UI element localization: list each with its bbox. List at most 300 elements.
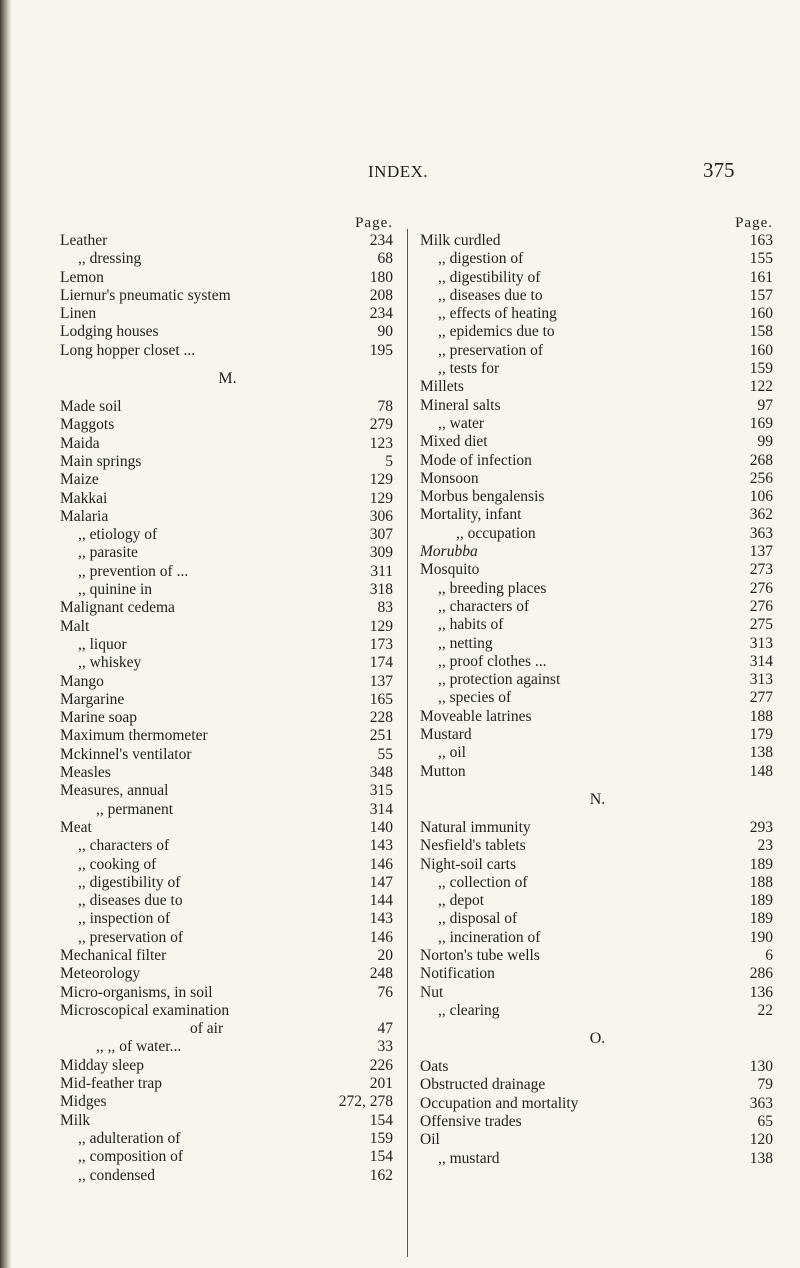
entry-term: Occupation and mortality [420,1094,579,1112]
index-entry [60,305,395,323]
entry-page: 226 [369,1056,393,1074]
entry-term: Maggots [60,416,115,434]
entry-page: 363 [749,524,773,542]
entry-page: 276 [749,579,773,597]
index-entry [60,636,395,654]
entry-page: 162 [369,1166,393,1184]
index-entry [60,654,395,672]
index-entry [420,929,775,947]
entry-page: 129 [369,489,393,507]
entry-term: ,, whiskey [78,654,142,672]
page-header [0,158,800,188]
entry-page: 65 [757,1113,773,1131]
entry-page: 161 [749,268,773,286]
entry-term: ,, liquor [78,635,127,653]
index-entry [420,580,775,598]
entry-page: 79 [757,1076,773,1094]
index-entry [60,1130,395,1148]
entry-term: Microscopical examination [60,1001,230,1019]
entry-page: 90 [377,323,393,341]
entry-page: 251 [369,727,393,745]
index-entry [60,984,395,1002]
entry-term: ,, mustard [438,1149,500,1167]
index-entry [420,1076,775,1094]
entry-term: ,, cooking of [78,855,157,873]
entry-term: Makkai [60,489,108,507]
entry-term: Mango [60,672,104,690]
entry-page: 5 [385,452,393,470]
index-entry [60,563,395,581]
entry-page: 154 [369,1111,393,1129]
entry-term: Maximum thermometer [60,727,208,745]
entry-term: Mode of infection [420,451,532,469]
entry-page: 195 [369,341,393,359]
entry-term: ,, parasite [78,544,138,562]
index-entry [420,671,775,689]
index-entry [420,305,775,323]
entry-term: ,, protection against [438,671,561,689]
index-entry [420,415,775,433]
index-entry [60,837,395,855]
index-entry [420,525,775,543]
entry-term: ,, condensed [78,1166,156,1184]
index-entry [420,910,775,928]
entry-page: 256 [749,469,773,487]
entry-page: 189 [749,855,773,873]
entry-term: Mechanical filter [60,946,167,964]
entry-term: Made soil [60,398,122,416]
entry-page: 138 [749,744,773,762]
entry-term: Morbus bengalensis [420,488,545,506]
index-entry [60,691,395,709]
section-letter: N. [589,790,606,808]
entry-term: ,, incineration of [438,928,541,946]
entry-page: 314 [369,800,393,818]
index-entry [420,984,775,1002]
entry-term: ,, breeding places [438,579,547,597]
entry-term: Midges [60,1093,107,1111]
entry-term: ,, prevention of ... [78,562,189,580]
entry-term: ,, oil [438,744,466,762]
index-entry [60,526,395,544]
index-entry [420,1058,775,1076]
index-entry [60,1002,395,1020]
entry-term: ,, etiology of [78,526,158,544]
entry-term: ,, proof clothes ... [438,652,547,670]
entry-term: Mckinnel's ventilator [60,745,192,763]
entry-term: Long hopper closet ... [60,341,196,359]
index-entry [420,726,775,744]
entry-term: Obstructed drainage [420,1076,546,1094]
entry-term: ,, composition of [78,1148,184,1166]
index-entry [420,598,775,616]
index-entry [60,1038,395,1056]
entry-term: Meat [60,818,92,836]
entry-page: 55 [377,745,393,763]
index-entry [420,708,775,726]
running-title: INDEX. [368,162,429,181]
entry-page: 160 [749,341,773,359]
index-entry [420,837,775,855]
entry-page: 275 [749,616,773,634]
index-entry [60,673,395,691]
entry-term: ,, occupation [456,524,536,542]
entry-page: 234 [369,305,393,323]
index-entry [420,744,775,762]
index-entry [60,323,395,341]
entry-page: 228 [369,709,393,727]
index-entry [420,653,775,671]
index-entry [420,819,775,837]
entry-page: 143 [369,837,393,855]
entry-term: ,, netting [438,634,493,652]
index-entry [60,782,395,800]
entry-term: ,, depot [438,892,485,910]
entry-term: ,, characters of [438,597,530,615]
index-entry [60,1148,395,1166]
index-entry [60,819,395,837]
entry-page: 272, 278 [338,1093,393,1111]
entry-page: 268 [749,451,773,469]
index-entry [60,727,395,745]
entry-term: ,, tests for [438,360,500,378]
index-entry [420,506,775,524]
entry-term: ,, disposal of [438,910,518,928]
entry-page: 234 [369,232,393,249]
entry-page: 189 [749,892,773,910]
index-entry [420,1095,775,1113]
index-entry [60,746,395,764]
entry-term: Liernur's pneumatic system [60,286,231,304]
index-entry [420,232,775,250]
entry-term: ,, preservation of [438,341,544,359]
index-entry [60,287,395,305]
entry-term: Nut [420,983,444,1001]
entry-page: 309 [369,544,393,562]
index-entry [60,471,395,489]
index-entry [60,929,395,947]
entry-term: Night-soil carts [420,855,516,873]
entry-term: ,, adulteration of [78,1129,181,1147]
entry-term: ,, digestibility of [438,268,541,286]
entry-page: 137 [749,543,773,561]
index-entry [60,398,395,416]
entry-page: 313 [749,634,773,652]
entry-page: 180 [369,268,393,286]
entry-page: 348 [369,764,393,782]
index-entry [60,269,395,287]
entry-term: ,, diseases due to [438,286,543,304]
index-entry [60,342,395,360]
entry-term: ,, digestibility of [78,873,181,891]
index-entry [420,543,775,561]
entry-term: Maize [60,471,99,489]
entry-page: 120 [749,1131,773,1149]
entry-page: 286 [749,965,773,983]
entry-term: Millets [420,378,464,396]
entry-term: Margarine [60,690,125,708]
index-entry [420,1002,775,1020]
index-entry [60,416,395,434]
index-entry [60,618,395,636]
index-entry [60,599,395,617]
entry-page: 76 [377,983,393,1001]
entry-page: 314 [749,652,773,670]
entry-term: Meteorology [60,965,141,983]
index-entry [420,360,775,378]
index-entry [60,1167,395,1185]
index-entry [420,763,775,781]
entry-page: 313 [749,671,773,689]
entry-page: 169 [749,414,773,432]
index-entry [420,874,775,892]
entry-term: Monsoon [420,469,479,487]
entry-term: Offensive trades [420,1113,522,1131]
index-entry [420,616,775,634]
index-entry [60,1057,395,1075]
entry-page: 201 [369,1075,393,1093]
entry-term: Milk [60,1111,91,1129]
entry-page: 179 [749,726,773,744]
entry-term: Moveable latrines [420,707,532,725]
entry-page: 157 [749,286,773,304]
entry-page: 99 [757,433,773,451]
entry-term: ,, digestion of [438,250,524,268]
entry-page: 122 [749,378,773,396]
entry-term: Measles [60,764,111,782]
entry-page: 97 [757,396,773,414]
entry-term: Milk curdled [420,232,501,249]
entry-term: Mustard [420,726,472,744]
entry-term: Leather [60,232,108,249]
entry-term: Micro-organisms, in soil [60,983,213,1001]
column-divider [407,229,408,1257]
index-entry [420,287,775,305]
entry-page: 189 [749,910,773,928]
entry-term: Linen [60,305,97,323]
index-column-left [60,214,395,1185]
entry-term: Lemon [60,268,104,286]
entry-term: Main springs [60,452,142,470]
entry-page: 190 [749,928,773,946]
index-entry [60,581,395,599]
entry-term: ,, permanent [96,800,174,818]
page-column-label: Page. [355,215,393,231]
index-entry [60,508,395,526]
entry-page: 140 [369,818,393,836]
book-spine-shadow [0,0,12,1268]
entry-term: Mutton [420,762,466,780]
index-entry [60,1075,395,1093]
entry-term: Mortality, infant [420,506,522,524]
index-entry [420,323,775,341]
index-entry [60,965,395,983]
index-column-right [420,214,775,1168]
entry-page: 123 [369,434,393,452]
entry-term: ,, epidemics due to [438,323,555,341]
entry-term: ,, diseases due to [78,892,183,910]
index-entry [420,856,775,874]
index-entry [60,709,395,727]
section-letter: M. [218,370,237,388]
entry-term: ,, species of [438,689,512,707]
index-entry [420,1113,775,1131]
entry-term: Lodging houses [60,323,159,341]
index-entry [420,269,775,287]
index-entry [60,874,395,892]
entry-page: 159 [749,360,773,378]
entry-term: ,, collection of [438,873,528,891]
entry-page: 155 [749,250,773,268]
entry-page: 136 [749,983,773,1001]
entry-term: ,, effects of heating [438,305,557,323]
entry-page: 23 [757,837,773,855]
entry-term: Oil [420,1131,440,1149]
index-entry [420,689,775,707]
entry-page: 248 [369,965,393,983]
entry-term: ,, ,, of water... [96,1038,182,1056]
entry-page: 318 [369,581,393,599]
index-entry [420,1150,775,1168]
entry-page: 129 [369,471,393,489]
entry-page: 208 [369,286,393,304]
entry-page: 362 [749,506,773,524]
entry-page: 277 [749,689,773,707]
index-entry [420,1131,775,1149]
index-entry [60,1112,395,1130]
index-entry [420,488,775,506]
entry-term: Measures, annual [60,782,169,800]
index-entry [420,433,775,451]
entry-term: Maida [60,434,100,452]
index-entry [420,561,775,579]
entry-term: Malaria [60,507,109,525]
page-column-label: Page. [735,215,773,231]
entry-page: 276 [749,597,773,615]
entry-term: Marine soap [60,709,138,727]
entry-term: Malignant cedema [60,599,175,617]
page-number: 375 [703,158,735,182]
entry-page: 144 [369,892,393,910]
entry-page: 188 [749,873,773,891]
entry-term: Norton's tube wells [420,946,540,964]
entry-page: 293 [749,818,773,836]
entry-term: ,, dressing [78,250,142,268]
entry-term: ,, habits of [438,616,504,634]
entry-page: 83 [377,599,393,617]
entry-page: 148 [749,762,773,780]
index-entry [60,910,395,928]
entry-term: ,, characters of [78,837,170,855]
entry-term: Malt [60,617,90,635]
index-entry [60,801,395,819]
entry-page: 47 [377,1020,393,1038]
entry-page: 165 [369,690,393,708]
entry-page: 159 [369,1129,393,1147]
entry-term: ,, clearing [438,1001,500,1019]
index-entry [420,397,775,415]
index-entry [60,764,395,782]
entry-page: 146 [369,928,393,946]
index-entry [60,1020,395,1038]
index-entry [420,378,775,396]
entry-page: 137 [369,672,393,690]
entry-page: 174 [369,654,393,672]
section-letter: O. [589,1030,606,1048]
index-entry [60,856,395,874]
entry-page: 20 [377,946,393,964]
index-entry [60,453,395,471]
entry-term: ,, inspection of [78,910,171,928]
index-entry [60,1093,395,1111]
entry-page: 158 [749,323,773,341]
index-entry [420,342,775,360]
index-entry [420,250,775,268]
index-entry [60,232,395,250]
entry-page: 130 [749,1058,773,1076]
entry-page: 6 [765,946,773,964]
entry-page: 129 [369,617,393,635]
index-entry [60,435,395,453]
entry-page: 146 [369,855,393,873]
entry-term: of air [190,1020,224,1038]
entry-term: Nesfield's tablets [420,837,526,855]
entry-term: Oats [420,1058,449,1076]
index-entry [420,452,775,470]
entry-page: 22 [757,1001,773,1019]
entry-page: 173 [369,635,393,653]
entry-page: 68 [377,250,393,268]
entry-page: 307 [369,526,393,544]
entry-page: 78 [377,398,393,416]
entry-term: Midday sleep [60,1056,144,1074]
index-entry [60,544,395,562]
index-entry [420,635,775,653]
entry-page: 147 [369,873,393,891]
entry-page: 163 [749,232,773,249]
entry-page: 273 [749,561,773,579]
index-entry [60,250,395,268]
entry-page: 188 [749,707,773,725]
entry-page: 315 [369,782,393,800]
index-entry [60,490,395,508]
entry-term: Morubba [420,543,478,561]
entry-page: 279 [369,416,393,434]
entry-term: ,, water [438,414,485,432]
entry-page: 363 [749,1094,773,1112]
entry-term: Notification [420,965,495,983]
index-entry [420,965,775,983]
index-entry [420,470,775,488]
entry-page: 106 [749,488,773,506]
entry-term: ,, quinine in [78,581,153,599]
entry-page: 143 [369,910,393,928]
entry-term: Mineral salts [420,396,501,414]
entry-page: 33 [377,1038,393,1056]
entry-term: Mid-feather trap [60,1075,162,1093]
entry-term: Natural immunity [420,818,531,836]
entry-page: 306 [369,507,393,525]
entry-term: ,, preservation of [78,928,184,946]
index-entry [420,947,775,965]
entry-page: 154 [369,1148,393,1166]
entry-term: Mixed diet [420,433,488,451]
entry-term: Mosquito [420,561,480,579]
entry-page: 160 [749,305,773,323]
index-entry [60,947,395,965]
index-entry [60,892,395,910]
entry-page: 311 [370,562,393,580]
